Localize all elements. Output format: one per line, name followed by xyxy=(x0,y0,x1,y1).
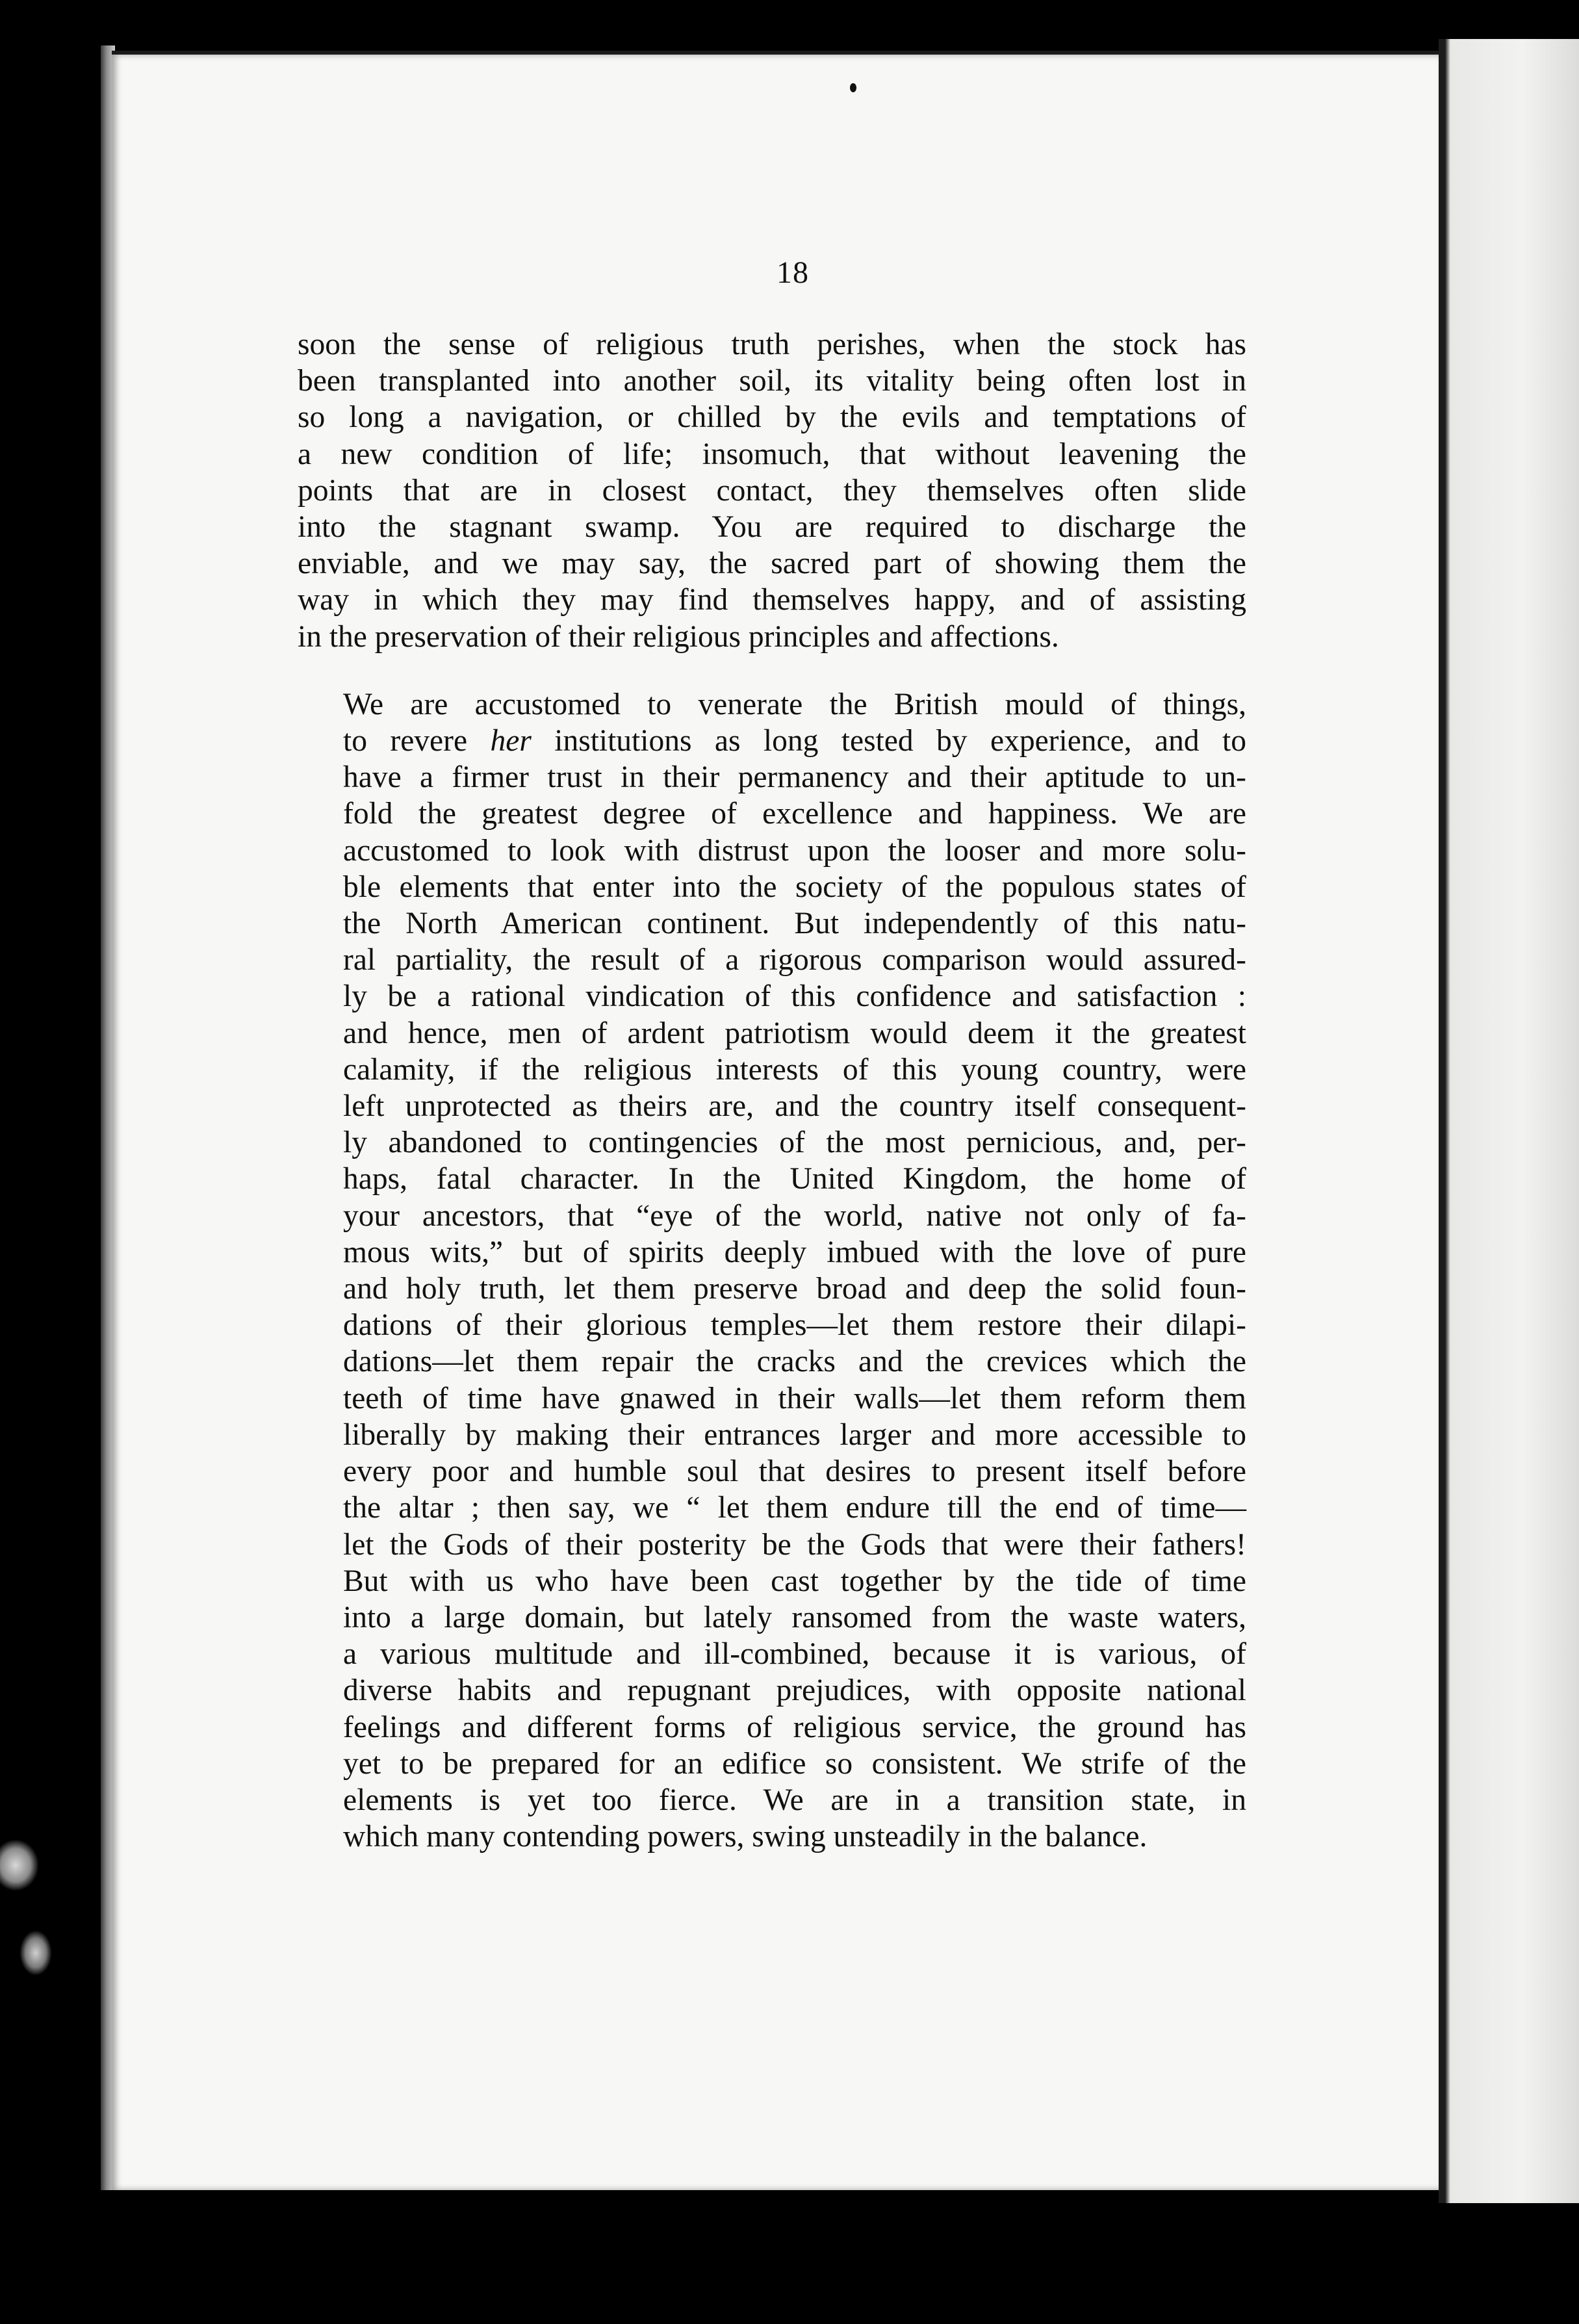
text-line: and hence, men of ardent patriotism would deem it the greatest xyxy=(343,1016,1246,1050)
text-line: to revere her institutions as long tested by experience, and to xyxy=(343,724,1246,758)
text-line: teeth of time have gnawed in their walls—let them reform them xyxy=(343,1381,1246,1415)
text-line: enviable, and we may say, the sacred part of showing them the xyxy=(298,547,1246,581)
text-line: so long a navigation, or chilled by the evils and temptations of xyxy=(298,400,1246,435)
text-line: way in which they may find themselves happy, and of assisting xyxy=(298,583,1246,617)
text-line: into a large domain, but lately ransomed from the waste waters, xyxy=(343,1600,1246,1634)
text-line: which many contending powers, swing unsteadily in the balance. xyxy=(343,1820,1148,1854)
text-line: the North American continent. But independently of this natu- xyxy=(343,907,1246,941)
text-line: ly abandoned to contingencies of the most pernicious, and, per- xyxy=(343,1126,1246,1160)
adjacent-page-edge xyxy=(1439,39,1579,2203)
text-line: let the Gods of their posterity be the Gods that were their fathers! xyxy=(343,1527,1246,1562)
text-line: in the preservation of their religious principles and affections. xyxy=(298,619,1059,654)
text-line: have a firmer trust in their permanency and their aptitude to un- xyxy=(343,760,1246,795)
text-line: ble elements that enter into the society of the populous states of xyxy=(343,870,1246,904)
margin-scan-artifact xyxy=(19,1930,52,1976)
text-line: a new condition of life; insomuch, that without leavening the xyxy=(298,437,1246,471)
text-line: ral partiality, the result of a rigorous comparison would assured- xyxy=(343,943,1246,977)
text-line: dations—let them repair the cracks and the crevices which the xyxy=(343,1345,1246,1379)
text-line: We are accustomed to venerate the British mould of things, xyxy=(343,687,1246,721)
text-line: every poor and humble soul that desires to present itself before xyxy=(343,1454,1246,1489)
body-text xyxy=(298,326,1246,1855)
text-line: mous wits,” but of spirits deeply imbued with the love of pure xyxy=(343,1235,1246,1269)
text-line: liberally by making their entrances larger and more accessible to xyxy=(343,1417,1246,1452)
text-line: accustomed to look with distrust upon the looser and more solu- xyxy=(343,833,1246,868)
text-line: and holy truth, let them preserve broad and deep the solid foun- xyxy=(343,1272,1246,1306)
text-line: feelings and different forms of religious service, the ground has xyxy=(343,1710,1246,1744)
text-line: your ancestors, that “eye of the world, native not only of fa- xyxy=(343,1198,1246,1233)
text-line: soon the sense of religious truth perishes, when the stock has xyxy=(298,328,1246,361)
paragraph xyxy=(298,326,1246,655)
text-line: a various multitude and ill-combined, because it is various, of xyxy=(343,1637,1246,1672)
text-line: ly be a rational vindication of this confidence and satisfaction : xyxy=(343,979,1246,1014)
margin-scan-artifact xyxy=(0,1839,39,1891)
text-line: yet to be prepared for an edifice so consistent. We strife of the xyxy=(343,1746,1246,1781)
paragraph xyxy=(298,686,1246,1855)
text-line: haps, fatal character. In the United Kingdom, the home of xyxy=(343,1162,1246,1196)
text-line: left unprotected as theirs are, and the country itself consequent- xyxy=(343,1089,1246,1124)
page-number: 18 xyxy=(777,255,809,290)
text-line: points that are in closest contact, they themselves often slide xyxy=(298,473,1246,508)
text-line: diverse habits and repugnant prejudices, with opposite national xyxy=(343,1673,1246,1708)
text-line: calamity, if the religious interests of this young country, were xyxy=(343,1052,1246,1087)
text-line: into the stagnant swamp. You are required to discharge the xyxy=(298,510,1246,545)
text-line: been transplanted into another soil, its vitality being often lost in xyxy=(298,364,1246,398)
ink-speck xyxy=(850,83,856,92)
text-line: But with us who have been cast together by the tide of time xyxy=(343,1564,1246,1598)
text-line: the altar ; then say, we “ let them endure till the end of time— xyxy=(343,1491,1246,1525)
text-line: dations of their glorious temples—let them restore their dilapi- xyxy=(343,1308,1246,1343)
text-line: elements is yet too fierce. We are in a transition state, in xyxy=(343,1783,1246,1817)
text-line: fold the greatest degree of excellence and happiness. We are xyxy=(343,797,1246,831)
